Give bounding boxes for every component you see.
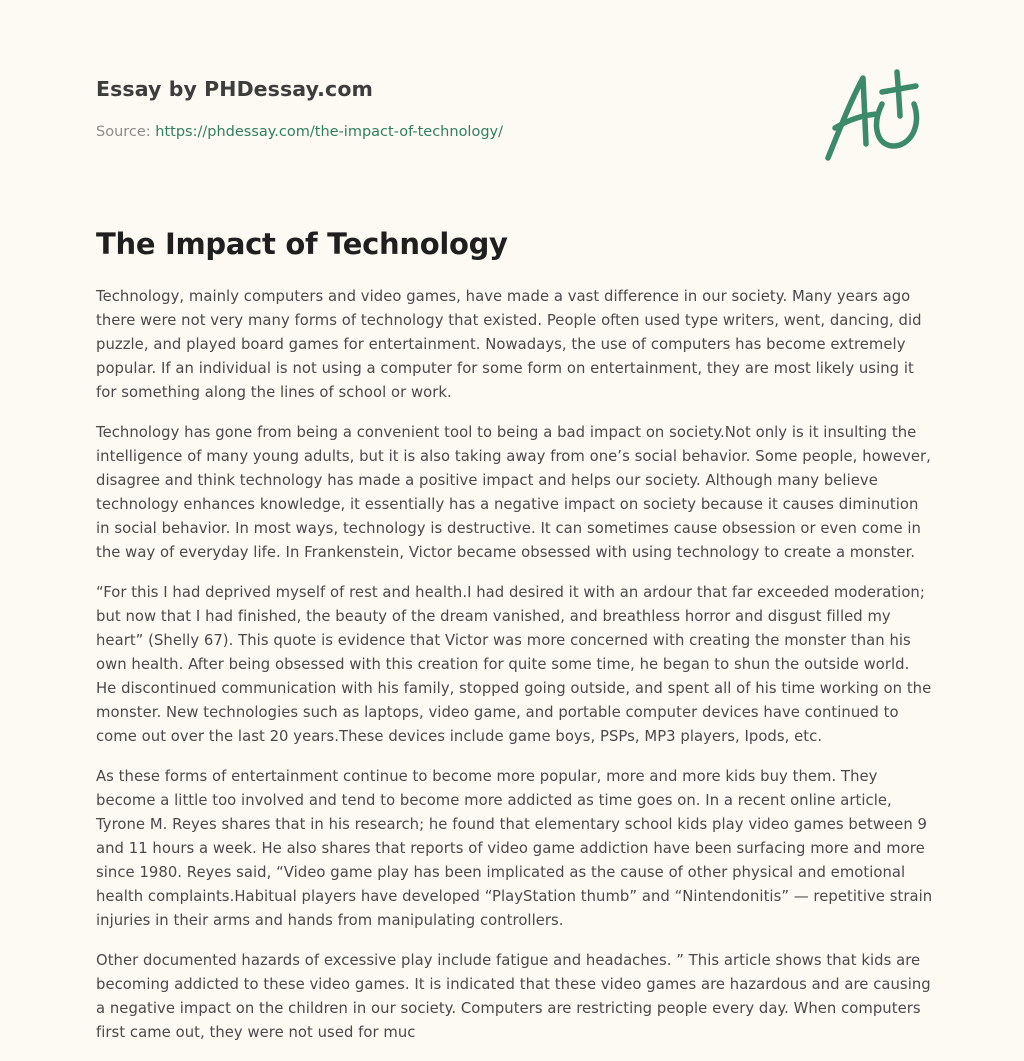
- essay-paragraph: Technology, mainly computers and video games, have made a vast difference in our society. Many years ago there were not very many forms of technology that existed. People often used type writers, went, dancing, did puzzle, and played board games for entertainment. Nowadays, the use of computers has become extremely popular. If an individual is not using a computer for some form on entertainment, they are most likely using it for something along the lines of school or work.: [96, 288, 922, 401]
- essay-paragraph: Other documented hazards of excessive play include fatigue and headaches. ” This article shows that kids are becoming addicted to these video games. It is indicated that these video games are hazardous and are causing a negative impact on the children in our society. Computers are restricting people every day. When computers first came out, they were not used for muc: [96, 952, 931, 1041]
- essay-title: The Impact of Technology: [96, 227, 508, 261]
- essay-paragraph: “For this I had deprived myself of rest and health.I had desired it with an ardour that far exceeded moderation; but now that I had finished, the beauty of the dream vanished, and breathless horror and disgust filled my heart” (Shelly 67). This quote is evidence that Victor was more concerned with creating the monster than his own health. After being obsessed with this creation for quite some time, he began to shun the outside world. He discontinued communication with his family, stopped going outside, and spent all of his time working on the monster. New technologies such as laptops, video game, and portable computer devices have continued to come out over the last 20 years.These devices include game boys, PSPs, MP3 players, Ipods, etc.: [96, 584, 932, 745]
- source-line: [96, 122, 796, 142]
- essay-header: [96, 74, 796, 142]
- source-label: Source:: [96, 124, 156, 140]
- essay-paragraph: Technology has gone from being a convenient tool to being a bad impact on society.Not only is it insulting the intelligence of many young adults, but it is also taking away from one’s social behavior. Some people, however, disagree and think technology has made a positive impact and helps our society. Although many believe technology enhances knowledge, it essentially has a negative impact on society because it causes diminution in social behavior. In most ways, technology is destructive. It can sometimes cause obsession or even come in the way of everyday life. In Frankenstein, Victor became obsessed with using technology to create a monster.: [96, 424, 931, 561]
- site-brand: Essay by PHDessay.com: [96, 77, 373, 101]
- a-plus-grade-logo-icon: [818, 66, 930, 166]
- essay-body: [96, 285, 934, 1061]
- essay-paragraph: As these forms of entertainment continue to become more popular, more and more kids buy them. They become a little too involved and tend to become more addicted as time goes on. In a recent online article, Tyrone M. Reyes shares that in his research; he found that elementary school kids play video games between 9 and 11 hours a week. He also shares that reports of video game addiction have been surfacing more and more since 1980. Reyes said, “Video game play has been implicated as the cause of other physical and emotional health complaints.Habitual players have developed “PlayStation thumb” and “Nintendonitis” — repetitive strain injuries in their arms and hands from manipulating controllers.: [96, 768, 933, 929]
- source-link[interactable]: https://phdessay.com/the-impact-of-technology/: [155, 124, 504, 140]
